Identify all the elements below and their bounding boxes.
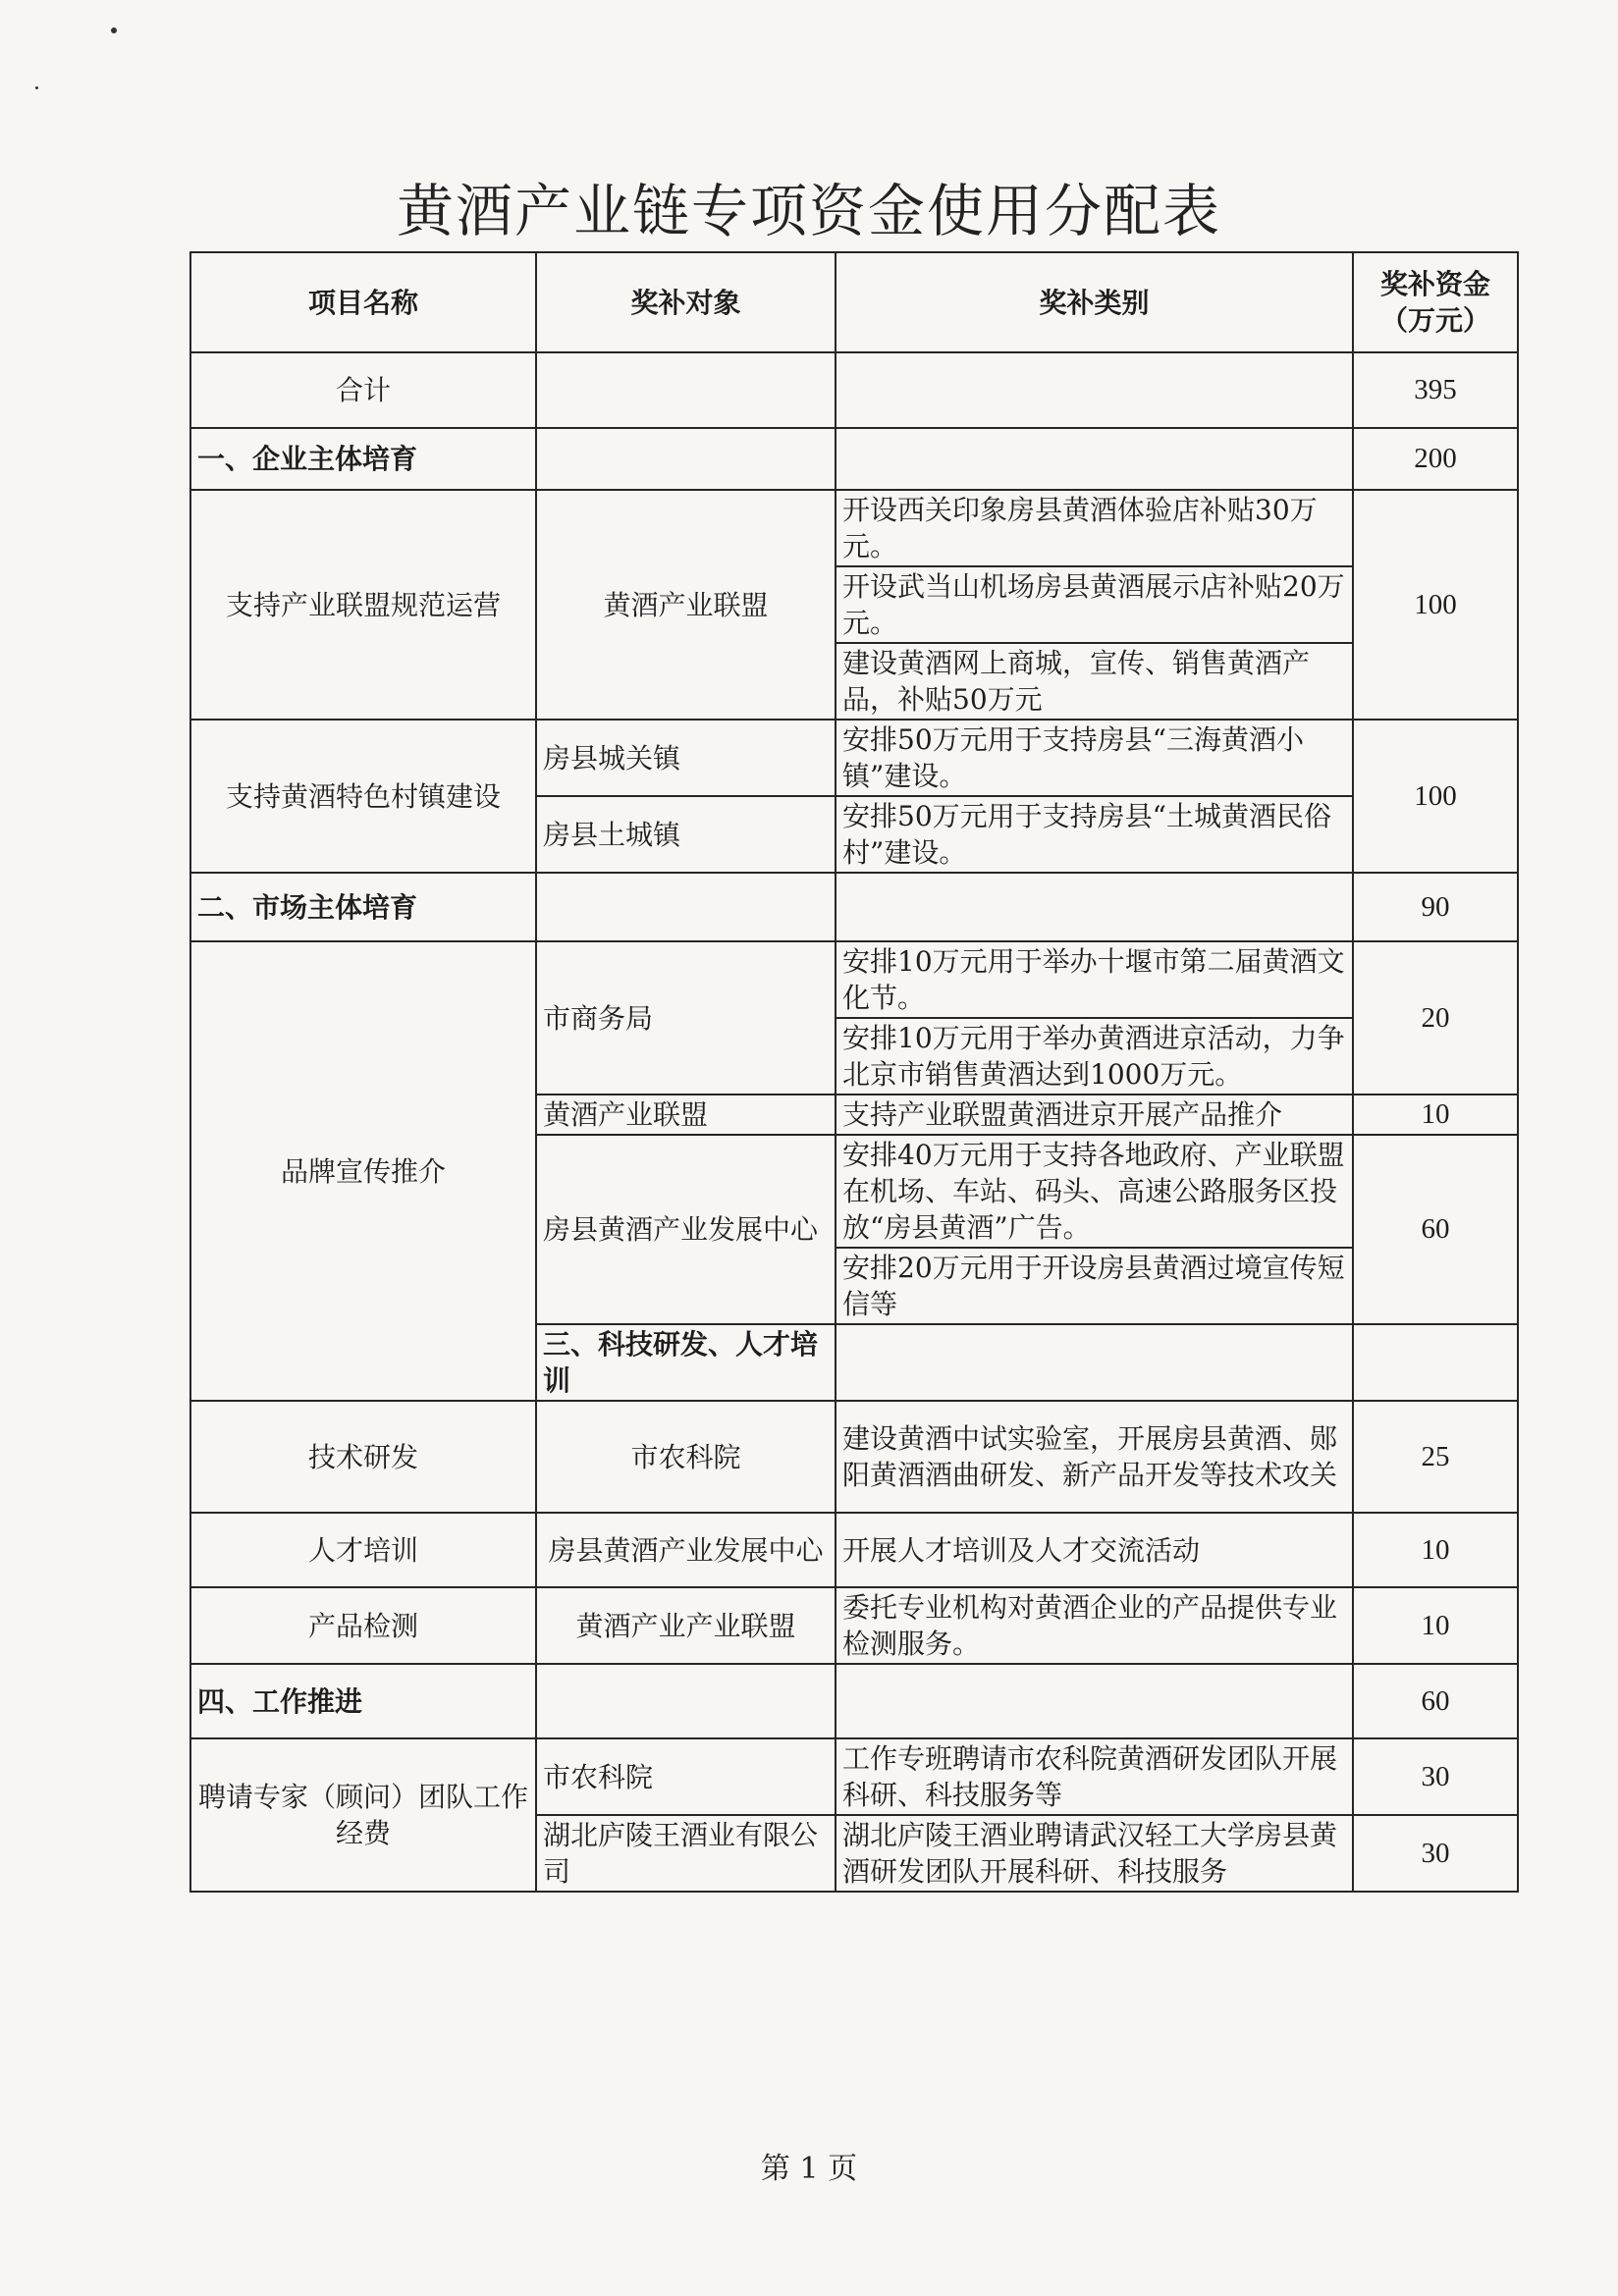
table-row xyxy=(190,1738,1518,1815)
table-row xyxy=(190,941,1518,1018)
empty-cell xyxy=(536,428,836,490)
award-target: 房县黄酒产业发展中心 xyxy=(536,1513,836,1587)
award-amount: 100 xyxy=(1353,720,1518,873)
award-category: 安排10万元用于举办十堰市第二届黄酒文化节。 xyxy=(836,941,1353,1018)
section-row xyxy=(190,428,1518,490)
award-target: 黄酒产业联盟 xyxy=(536,490,836,720)
section-amount: 200 xyxy=(1353,428,1518,490)
section-title: 四、工作推进 xyxy=(190,1664,536,1738)
award-category: 委托专业机构对黄酒企业的产品提供专业检测服务。 xyxy=(836,1587,1353,1664)
scan-mark xyxy=(35,86,38,89)
award-category: 开展人才培训及人才交流活动 xyxy=(836,1513,1353,1587)
award-category: 湖北庐陵王酒业聘请武汉轻工大学房县黄酒研发团队开展科研、科技服务 xyxy=(836,1815,1353,1892)
allocation-table xyxy=(189,251,1519,1893)
award-category: 开设西关印象房县黄酒体验店补贴30万元。 xyxy=(836,490,1353,566)
table-row xyxy=(190,1513,1518,1587)
award-amount: 30 xyxy=(1353,1738,1518,1815)
section-row xyxy=(190,1664,1518,1738)
award-amount: 10 xyxy=(1353,1095,1518,1135)
award-target: 房县黄酒产业发展中心 xyxy=(536,1135,836,1324)
award-category: 工作专班聘请市农科院黄酒研发团队开展科研、科技服务等 xyxy=(836,1738,1353,1815)
scan-mark xyxy=(111,27,117,33)
award-target: 房县城关镇 xyxy=(536,720,836,796)
award-target: 市农科院 xyxy=(536,1738,836,1815)
award-amount: 10 xyxy=(1353,1587,1518,1664)
empty-cell xyxy=(536,352,836,428)
empty-cell xyxy=(536,1664,836,1738)
award-target: 市商务局 xyxy=(536,941,836,1095)
award-amount: 20 xyxy=(1353,941,1518,1095)
project-name: 聘请专家（顾问）团队工作经费 xyxy=(190,1738,536,1892)
award-category: 安排50万元用于支持房县“三海黄酒小镇”建设。 xyxy=(836,720,1353,796)
award-amount: 100 xyxy=(1353,490,1518,720)
award-category: 安排20万元用于开设房县黄酒过境宣传短信等 xyxy=(836,1248,1353,1324)
total-label: 合计 xyxy=(190,352,536,428)
project-name: 支持产业联盟规范运营 xyxy=(190,490,536,720)
section-amount: 90 xyxy=(1353,873,1518,941)
empty-cell xyxy=(1353,1324,1518,1401)
table-header-row xyxy=(190,252,1518,352)
award-target: 市农科院 xyxy=(536,1401,836,1513)
award-category: 安排40万元用于支持各地政府、产业联盟在机场、车站、码头、高速公路服务区投放“房县黄酒”广告。 xyxy=(836,1135,1353,1248)
table-row xyxy=(190,720,1518,796)
section-title: 二、市场主体培育 xyxy=(190,873,536,941)
project-name: 技术研发 xyxy=(190,1401,536,1513)
award-target: 黄酒产业产业联盟 xyxy=(536,1587,836,1664)
award-category: 开设武当山机场房县黄酒展示店补贴20万元。 xyxy=(836,566,1353,643)
award-amount: 25 xyxy=(1353,1401,1518,1513)
award-amount: 10 xyxy=(1353,1513,1518,1587)
header-funds: 奖补资金（万元） xyxy=(1353,252,1518,352)
project-name: 品牌宣传推介 xyxy=(190,941,536,1401)
project-name: 支持黄酒特色村镇建设 xyxy=(190,720,536,873)
project-name: 人才培训 xyxy=(190,1513,536,1587)
empty-cell xyxy=(836,352,1353,428)
header-category: 奖补类别 xyxy=(836,252,1353,352)
section-title: 一、企业主体培育 xyxy=(190,428,536,490)
award-category: 支持产业联盟黄酒进京开展产品推介 xyxy=(836,1095,1353,1135)
section-amount: 60 xyxy=(1353,1664,1518,1738)
table-row xyxy=(190,1401,1518,1513)
award-category: 建设黄酒网上商城，宣传、销售黄酒产品，补贴50万元 xyxy=(836,643,1353,720)
award-target: 湖北庐陵王酒业有限公司 xyxy=(536,1815,836,1892)
award-target: 房县土城镇 xyxy=(536,796,836,873)
empty-cell xyxy=(536,873,836,941)
header-target: 奖补对象 xyxy=(536,252,836,352)
empty-cell xyxy=(836,1324,1353,1401)
header-project: 项目名称 xyxy=(190,252,536,352)
project-name: 产品检测 xyxy=(190,1587,536,1664)
award-target: 黄酒产业联盟 xyxy=(536,1095,836,1135)
section-title: 三、科技研发、人才培训 xyxy=(536,1324,836,1401)
page-number: 第 1 页 xyxy=(760,2152,858,2186)
award-category: 建设黄酒中试实验室，开展房县黄酒、郧阳黄酒酒曲研发、新产品开发等技术攻关 xyxy=(836,1401,1353,1513)
table-row xyxy=(190,1587,1518,1664)
award-category: 安排50万元用于支持房县“土城黄酒民俗村”建设。 xyxy=(836,796,1353,873)
page-title: 黄酒产业链专项资金使用分配表 xyxy=(396,178,1221,244)
award-amount: 30 xyxy=(1353,1815,1518,1892)
empty-cell xyxy=(836,1664,1353,1738)
empty-cell xyxy=(836,873,1353,941)
award-category: 安排10万元用于举办黄酒进京活动，力争北京市销售黄酒达到1000万元。 xyxy=(836,1018,1353,1095)
empty-cell xyxy=(836,428,1353,490)
section-row xyxy=(190,873,1518,941)
table-row xyxy=(190,490,1518,566)
total-amount: 395 xyxy=(1353,352,1518,428)
total-row xyxy=(190,352,1518,428)
award-amount: 60 xyxy=(1353,1135,1518,1324)
